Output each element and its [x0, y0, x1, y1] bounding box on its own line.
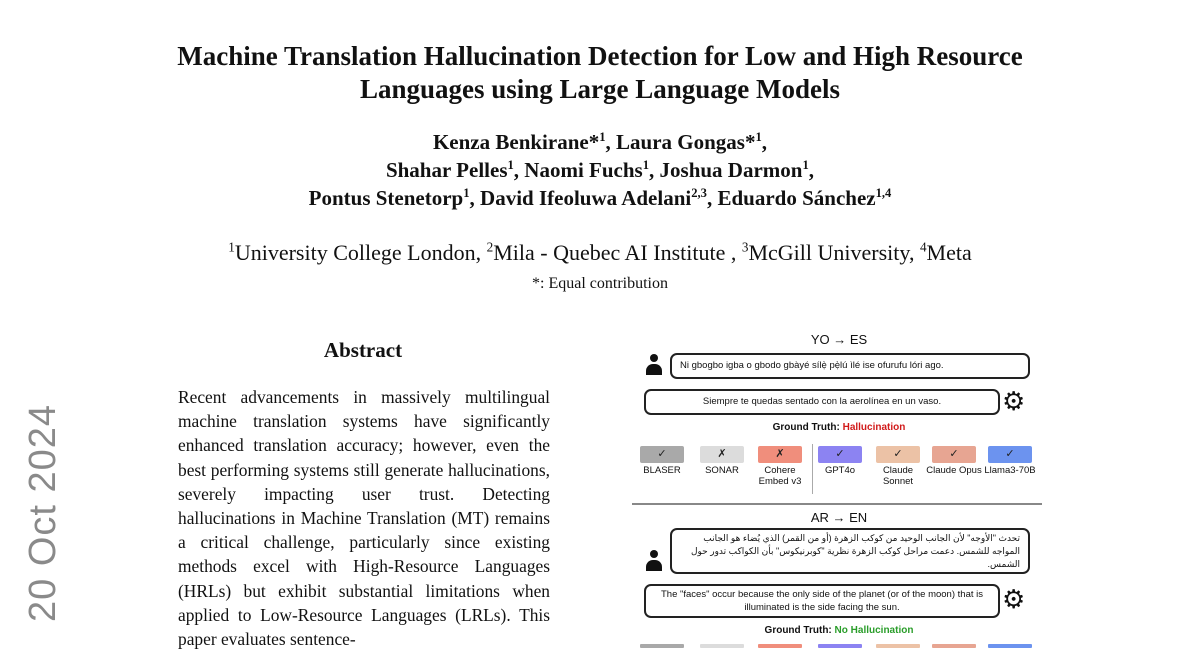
model-result	[926, 446, 982, 476]
author-line-2: Shahar Pelles$^1$, Naomi Fuchs$^1$, Joshua Darmon$^1$,	[385, 158, 815, 182]
source-bubble	[670, 528, 1030, 574]
abstract-heading: Abstract	[323, 338, 403, 362]
model-name: BLASER	[643, 465, 681, 476]
author-line-1: Kenza Benkirane*$^1$, Laura Gongas*$^1$,	[432, 130, 768, 154]
title-line-1: Machine Translation Hallucination Detection for Low and High Resource	[177, 41, 1023, 71]
model-result	[700, 446, 744, 476]
model-gear-icon: ⚙	[1002, 584, 1026, 614]
example1-direction: YO → ES	[810, 332, 868, 347]
source-text: Ni gbogbo igba o gbodo gbàyé sílẹ̀ pẹ̀lú ìlé ise ofurufu lóri ago.	[680, 360, 944, 371]
result-swatch	[758, 644, 802, 648]
translation-bubble	[644, 389, 1000, 415]
abstract-body: Recent advancements in massively multilingual machine translation systems have significantly enhanced translation accuracy; however, even the best performing systems still generate hallucinations, severely impacting user trust. Detecting hallucinations in Machine Translation (MT) remains a critical challenge, particularly since existing methods excel with High-Resource Languages (HRLs) but exhibit substantial limitations when applied to Low-Resource Languages (LRLs). This paper evaluates sentence-	[178, 387, 550, 650]
author-name: Eduardo Sánchez	[717, 186, 876, 210]
result-swatch: ✓	[876, 446, 920, 463]
author-name: Joshua Darmon	[659, 158, 803, 182]
result-swatch: ✗	[758, 446, 802, 463]
ground-truth-value: No Hallucination	[834, 625, 914, 636]
author-affil-sup: 1,4	[875, 186, 892, 200]
arxiv-date-stamp: 20 Oct 2024	[22, 403, 64, 622]
model-name: Cohere Embed v3	[758, 465, 802, 487]
ground-truth-1	[632, 422, 1046, 433]
model-name: GPT4o	[824, 465, 856, 476]
user-icon	[646, 354, 662, 376]
author-affil-sup: 1	[507, 158, 514, 172]
author-affil-sup: 1	[802, 158, 809, 172]
author-name: Naomi Fuchs	[524, 158, 643, 182]
result-swatch	[932, 644, 976, 648]
result-swatch: ✓	[640, 446, 684, 463]
author-affil-sup: 1	[642, 158, 650, 172]
example2-direction: AR → EN	[810, 510, 868, 525]
result-swatch: ✓	[818, 446, 862, 463]
source-text: تحدث "الأوجه" لأن الجانب الوحيد من كوكب الزهرة (أو من القمر) الذي يُضاء هو الجانب المواجه للشمس. دعمت مراحل كوكب الزهرة نظرية "كوبرنيكوس" بأن الكواكب تدور حول الشمس.	[690, 533, 1020, 569]
result-swatch: ✗	[700, 446, 744, 463]
result-swatch: ✓	[932, 446, 976, 463]
author-name: Kenza Benkirane*	[432, 130, 600, 154]
affiliations: $^1$University College London, $^2$Mila - Quebec AI Institute , $^3$McGill University, $^4$Meta	[228, 239, 972, 265]
group-divider	[812, 444, 813, 494]
author-affil-sup: 1	[599, 130, 606, 144]
model-result	[876, 446, 920, 487]
result-swatch	[988, 644, 1032, 648]
affil-sup: 1	[228, 239, 235, 255]
affil-sup: 2	[486, 239, 494, 255]
model-name: SONAR	[705, 465, 739, 476]
model-result	[640, 446, 684, 476]
user-icon	[646, 550, 662, 572]
model-result	[818, 446, 862, 476]
result-swatch	[876, 644, 920, 648]
model-name: Llama3-70B	[984, 465, 1036, 476]
result-swatch	[640, 644, 684, 648]
result-swatch	[818, 644, 862, 648]
ground-truth-label: Ground Truth:	[772, 422, 843, 433]
result-swatch	[700, 644, 744, 648]
author-line-3: Pontus Stenetorp$^1$, David Ifeoluwa Adelani$^{2,3}$, Eduardo Sánchez$^{1,4}$	[308, 186, 892, 210]
model-name: Claude Opus	[926, 465, 982, 476]
translation-text: The "faces" occur because the only side of the planet (or of the moon) that is illuminated is the side facing the sun.	[660, 589, 983, 613]
ground-truth-2	[632, 625, 1046, 636]
source-bubble	[670, 353, 1030, 379]
figure-1	[632, 326, 1046, 648]
result-swatch: ✓	[988, 446, 1032, 463]
translation-text: Siempre te quedas sentado con la aerolínea en un vaso.	[702, 396, 942, 407]
model-results-partial	[636, 644, 1042, 648]
author-name: David Ifeoluwa Adelani	[480, 186, 692, 210]
title-line-2: Languages using Large Language Models	[359, 74, 841, 104]
affil-sup: 3	[741, 239, 749, 255]
paper-title	[100, 40, 1100, 106]
affiliation: University College London	[234, 240, 476, 265]
model-gear-icon: ⚙	[1002, 386, 1026, 416]
author-name: Laura Gongas*	[616, 130, 756, 154]
ground-truth-label: Ground Truth:	[764, 625, 835, 636]
model-result	[758, 446, 802, 487]
author-affil-sup: 1	[755, 130, 762, 144]
author-list	[100, 128, 1100, 212]
model-name: Claude Sonnet	[882, 465, 914, 487]
author-affil-sup: 1	[463, 186, 470, 200]
author-affil-sup: 2,3	[691, 186, 707, 200]
author-name: Pontus Stenetorp	[308, 186, 464, 210]
author-name: Shahar Pelles	[385, 158, 508, 182]
equal-contribution-note: *: Equal contribution	[532, 275, 668, 292]
model-result	[984, 446, 1036, 476]
affiliation: Mila - Quebec AI Institute	[493, 240, 731, 265]
translation-bubble	[644, 584, 1000, 618]
affiliation: McGill University	[748, 240, 909, 265]
example-divider	[632, 503, 1042, 505]
affiliation: Meta	[926, 240, 972, 265]
ground-truth-value: Hallucination	[842, 422, 906, 433]
affil-sup: 4	[919, 239, 927, 255]
